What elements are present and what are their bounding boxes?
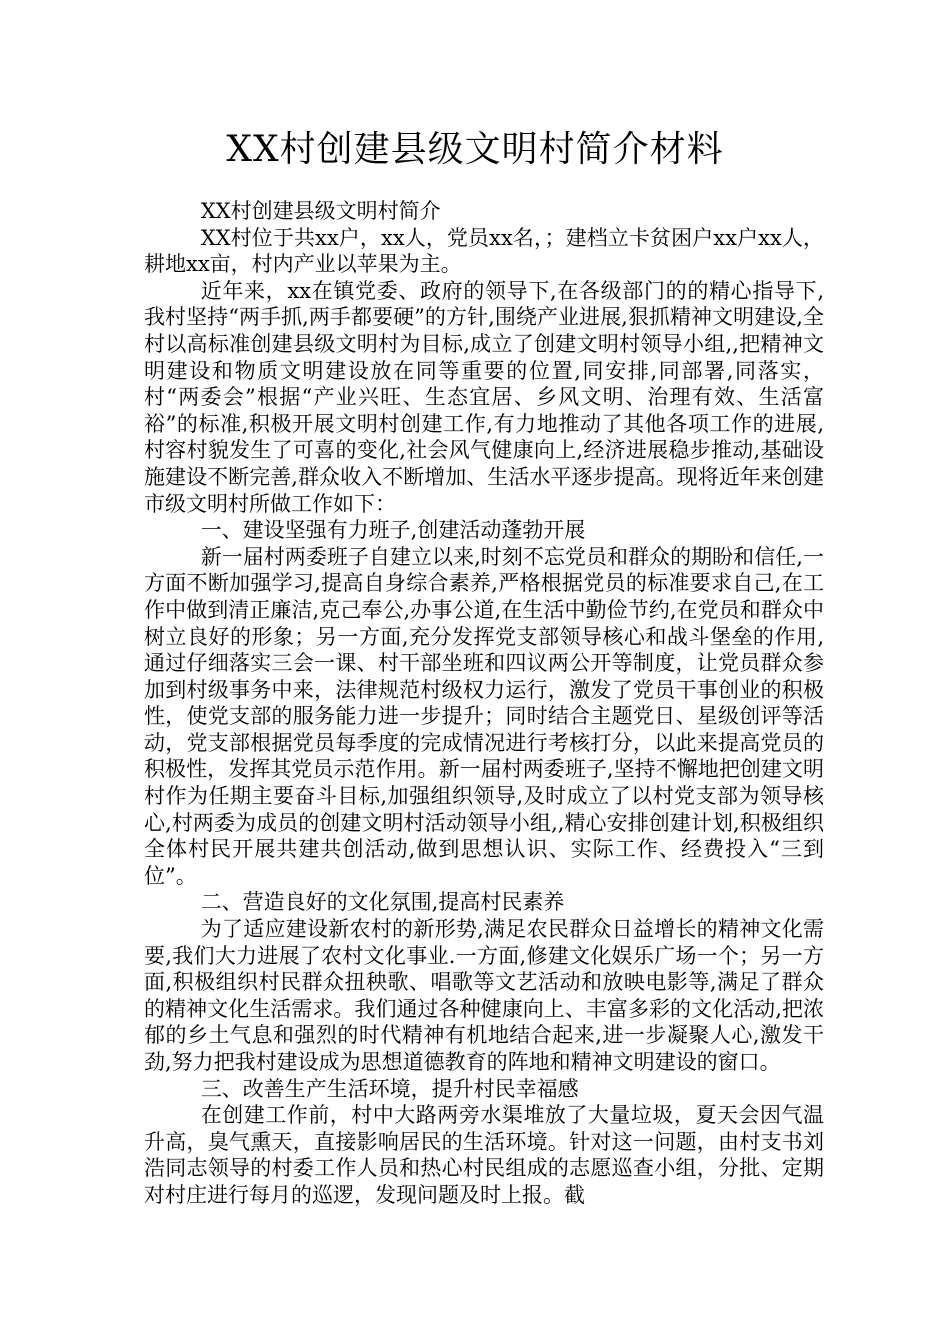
paragraph-section-1: 新一届村两委班子自建立以来,时刻不忘党员和群众的期盼和信任,一方面不断加强学习,提高自身综合素养,严格根据党员的标准要求自己,在工作中做到清正廉洁,克己奉公,办事公道,在生活中勤俭节约,在党员和群众中树立良好的形象；另一方面,充分发挥党支部领导核心和战斗堡垒的作用,通过仔细落实三会一课、村干部坐班和四议两公开等制度，让党员群众参加到村级事务中来，法律规范村级权力运行，激发了党员干事创业的积极性，使党支部的服务能力进一步提升；同时结合主题党日、星级创评等活动，党支部根据党员每季度的完成情况进行考核打分，以此来提高党员的积极性，发挥其党员示范作用。新一届村两委班子,坚持不懈地把创建文明村作为任期主要奋斗目标,加强组织领导,及时成立了以村党支部为领导核心,村两委为成员的创建文明村活动领导小组,,精心安排创建计划,积极组织全体村民开展共建共创活动,做到思想认识、实际工作、经费投入“三到位”。: [144, 544, 824, 888]
document-title: XX村创建县级文明村简介材料: [226, 129, 724, 170]
document-body: [144, 198, 824, 1209]
paragraph-recent-years: 近年来，xx在镇党委、政府的领导下,在各级部门的的精心指导下,我村坚持“两手抓,两手都要硬”的方针,围绕产业进展,狠抓精神文明建设,全村以高标准创建县级文明村为目标,成立了创建文明村领导小组,,把精神文明建设和物质文明建设放在同等重要的位置,同安排,同部署,同落实，村“两委会”根据“产业兴旺、生态宜居、乡风文明、治理有效、生活富裕”的标准,积极开展文明村创建工作,有力地推动了其他各项工作的进展,村容村貌发生了可喜的变化,社会风气健康向上,经济进展稳步推动,基础设施建设不断完善,群众收入不断增加、生活水平逐步提高。现将近年来创建市级文明村所做工作如下：: [144, 278, 824, 516]
paragraph-section-3: 在创建工作前，村中大路两旁水渠堆放了大量垃圾，夏天会因气温升高，臭气熏天，直接影响居民的生活环境。针对这一问题，由村支书刘浩同志领导的村委工作人员和热心村民组成的志愿巡查小组，分批、定期对村庄进行每月的巡逻，发现问题及时上报。截: [144, 1103, 824, 1207]
section-heading-1: 一、建设坚强有力班子,创建活动蓬勃开展: [200, 518, 586, 543]
intro-heading: XX村创建县级文明村简介: [200, 199, 441, 223]
section-heading-3: 三、改善生产生活环境，提升村民幸福感: [200, 1076, 579, 1101]
section-heading-2: 二、营造良好的文化氛围,提高村民素养: [200, 890, 565, 915]
paragraph-village-overview: XX村位于共xx户，xx人，党员xx名，；建档立卡贫困户xx户xx人，耕地xx亩，村内产业以苹果为主。: [144, 225, 824, 277]
paragraph-section-2: 为了适应建设新农村的新形势,满足农民群众日益增长的精神文化需要,我们大力进展了农村文化事业.一方面,修建文化娱乐广场一个；另一方面,积极组织村民群众扭秧歌、唱歌等文艺活动和放映电影等,满足了群众的精神文化生活需求。我们通过各种健康向上、丰富多彩的文化活动,把浓郁的乡土气息和强烈的时代精神有机地结合起来,进一步凝聚人心,激发干劲,努力把我村建设成为思想道德教育的阵地和精神文明建设的窗口。: [144, 917, 824, 1074]
